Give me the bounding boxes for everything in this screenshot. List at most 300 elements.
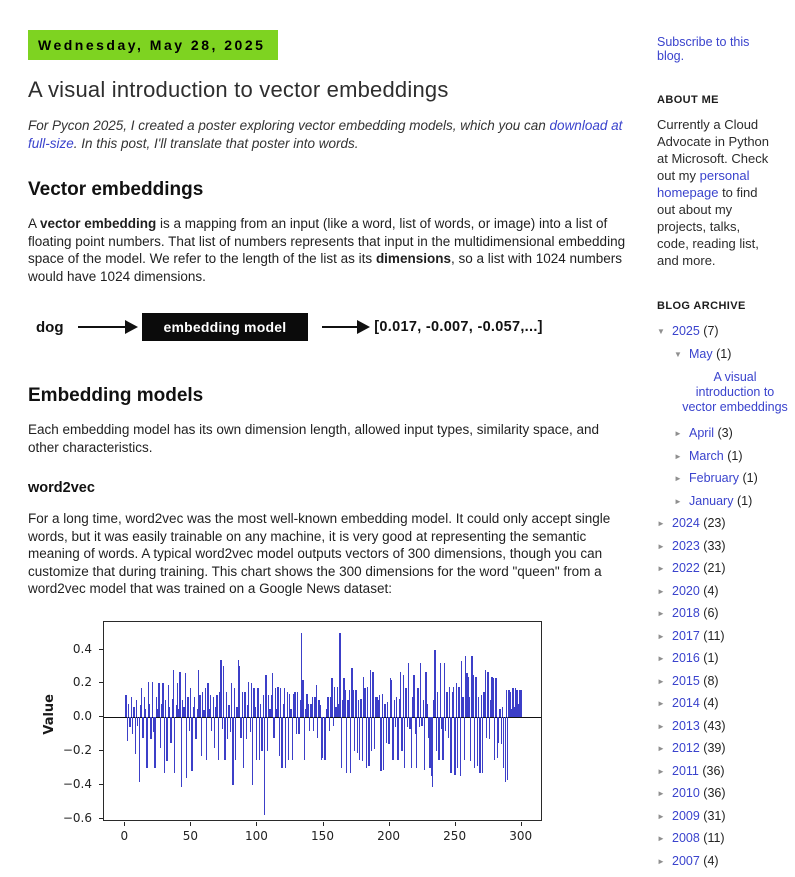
bold-term-vector-embedding: vector embedding — [40, 216, 157, 231]
expand-toggle-icon[interactable]: ► — [674, 496, 682, 506]
archive-post-count: (7) — [699, 324, 719, 338]
expand-toggle-icon[interactable]: ► — [657, 699, 665, 708]
blog-archive-heading: BLOG ARCHIVE — [657, 300, 746, 312]
chart-bar — [261, 717, 262, 751]
archive-year-2013 — [657, 720, 774, 733]
chart-bar — [317, 717, 318, 737]
chart-bar — [420, 663, 421, 717]
chart-y-tick-label: −0.4 — [62, 776, 92, 791]
chart-bar — [199, 695, 200, 717]
chart-bar — [292, 717, 293, 759]
archive-link-2020[interactable]: 2020 — [672, 583, 700, 598]
chart-bar — [227, 717, 228, 739]
archive-year-2011 — [657, 765, 774, 778]
archive-post-count: (39) — [699, 741, 726, 755]
chart-bar — [162, 683, 163, 717]
chart-bar — [152, 682, 153, 718]
chart-bar — [487, 672, 488, 718]
chart-x-tick-mark — [124, 822, 125, 826]
chart-bar — [434, 650, 435, 718]
chart-bar — [501, 717, 502, 744]
chart-x-tick-mark — [323, 822, 324, 826]
chart-x-tick-mark — [389, 822, 390, 826]
chart-bar — [251, 683, 252, 717]
chart-bar — [235, 717, 236, 759]
archive-post-count: (36) — [698, 763, 725, 778]
chart-bar — [364, 688, 365, 717]
archive-year-2023 — [657, 540, 774, 553]
chart-bar — [135, 717, 136, 754]
archive-link-2024[interactable]: 2024 — [672, 516, 700, 530]
chart-bar — [350, 717, 351, 773]
archive-post-count: (11) — [699, 831, 725, 845]
chart-bar — [345, 690, 346, 717]
chart-bar — [195, 717, 196, 739]
chart-bar — [462, 697, 463, 717]
chart-bar — [395, 717, 396, 727]
archive-post-count: (8) — [699, 673, 719, 688]
archive-link-2007[interactable]: 2007 — [672, 853, 700, 868]
chart-bar — [349, 690, 350, 717]
chart-y-tick-mark — [99, 682, 103, 683]
chart-bar — [284, 688, 285, 717]
chart-bar — [479, 717, 480, 773]
chart-bar — [374, 717, 375, 749]
right-arrow-icon — [322, 326, 358, 328]
chart-bar — [454, 717, 455, 775]
chart-bar — [353, 690, 354, 717]
archive-link-2016[interactable]: 2016 — [672, 651, 700, 665]
chart-bar — [243, 717, 244, 768]
chart-y-tick-mark — [99, 716, 103, 717]
chart-bar — [498, 717, 499, 742]
chart-bar — [201, 717, 202, 756]
chart-bar — [362, 717, 363, 761]
chart-bar — [279, 717, 280, 756]
chart-bar — [164, 717, 165, 773]
archive-post-count: (31) — [699, 808, 726, 823]
expand-toggle-icon[interactable]: ► — [657, 541, 665, 551]
bold-term-dimensions: dimensions — [375, 251, 451, 266]
chart-bar — [214, 717, 215, 747]
chart-bar — [150, 717, 151, 739]
chart-x-tick-mark — [256, 822, 257, 826]
intro-text: For Pycon 2025, I created a poster exploring vector embedding models, which you can — [28, 118, 550, 133]
chart-bar — [507, 717, 508, 780]
chart-bar — [185, 673, 186, 717]
archive-year-2014 — [657, 697, 774, 710]
archive-link-2012[interactable]: 2012 — [672, 741, 700, 755]
archive-link-2017[interactable]: 2017 — [672, 628, 700, 643]
chart-bar — [308, 704, 309, 718]
archive-post-count: (6) — [699, 606, 719, 620]
word2vec-dimensions-chart — [30, 606, 575, 841]
about-text: Currently a Cloud Advocate in Python at Microsoft. Check out my — [657, 117, 770, 183]
chart-bar — [186, 717, 187, 778]
chart-bar — [453, 687, 454, 717]
archive-post-count: (23) — [699, 516, 726, 530]
chart-bar — [290, 709, 291, 717]
paragraph-text: is a mapping from an input (like a word, list of words, or image) into a list of floating point numbers. That list of numbers represents that input in the multidimensional embedding space of the model. We refer to the length of the list as its — [28, 216, 626, 266]
archive-post-count: (1) — [723, 448, 743, 463]
archive-link-2014[interactable]: 2014 — [672, 696, 700, 710]
expand-toggle-icon[interactable]: ► — [674, 451, 682, 461]
chart-plot-area — [103, 621, 542, 821]
archive-post-count: (4) — [699, 853, 719, 868]
expand-toggle-icon[interactable]: ► — [674, 474, 682, 483]
chart-bar — [493, 678, 494, 717]
chart-bar — [405, 688, 406, 717]
chart-bar — [165, 700, 166, 717]
chart-bar — [432, 717, 433, 786]
chart-bar — [149, 704, 150, 718]
chart-bar — [481, 695, 482, 717]
chart-bar — [494, 717, 495, 759]
chart-y-tick-label: −0.6 — [62, 810, 92, 825]
chart-bar — [359, 717, 360, 759]
chart-bar — [294, 692, 295, 717]
chart-bar — [464, 717, 465, 759]
chart-bar — [442, 717, 443, 759]
chart-bar — [380, 717, 381, 771]
archive-post-count: (36) — [699, 786, 726, 800]
post-title: A visual introduction to vector embeddings — [28, 77, 449, 102]
chart-bar — [181, 717, 182, 786]
chart-bar — [424, 717, 425, 769]
chart-bar — [408, 663, 409, 717]
expand-toggle-icon[interactable]: ► — [657, 744, 665, 753]
chart-bar — [473, 675, 474, 717]
archive-link-2008[interactable]: 2008 — [672, 831, 700, 845]
expand-toggle-icon[interactable]: ► — [657, 609, 665, 618]
chart-bar — [460, 717, 461, 776]
expand-toggle-icon[interactable]: ► — [657, 834, 665, 843]
chart-bar — [419, 717, 420, 727]
chart-bar — [495, 678, 496, 717]
chart-y-tick-mark — [99, 818, 103, 819]
embedding-diagram — [36, 313, 640, 341]
chart-bar — [391, 680, 392, 717]
chart-bar — [423, 700, 424, 717]
chart-bar — [210, 695, 211, 717]
chart-bar — [246, 717, 247, 739]
chart-bar — [396, 697, 397, 717]
chart-bar — [127, 717, 128, 741]
chart-bar — [470, 717, 471, 761]
chart-bar — [191, 717, 192, 771]
chart-bar — [368, 717, 369, 766]
chart-bar — [280, 688, 281, 717]
chart-bar — [298, 717, 299, 734]
chart-y-tick-mark — [99, 750, 103, 751]
chart-x-tick-label: 300 — [509, 828, 533, 843]
chart-bar — [499, 709, 500, 717]
download-poster-link[interactable]: download at full-size — [28, 118, 623, 151]
chart-bar — [231, 683, 232, 717]
chart-x-tick-label: 200 — [377, 828, 401, 843]
chart-bar — [383, 717, 384, 769]
chart-bar — [228, 705, 229, 717]
chart-bar — [259, 717, 260, 759]
chart-bar — [179, 672, 180, 718]
diagram-output-vector: [0.017, -0.007, -0.057,...] — [374, 319, 543, 335]
chart-bar — [252, 717, 253, 785]
collapse-toggle-icon[interactable]: ▼ — [674, 349, 682, 359]
chart-bar — [256, 717, 257, 759]
chart-bar — [379, 695, 380, 717]
archive-post-count: (21) — [699, 561, 726, 575]
chart-bar — [257, 688, 258, 717]
chart-y-tick-label: 0.0 — [72, 709, 92, 724]
chart-bar — [218, 717, 219, 759]
chart-bar — [174, 717, 175, 773]
chart-bar — [457, 717, 458, 768]
chart-bar — [128, 704, 129, 718]
chart-bar — [367, 687, 368, 717]
chart-bar — [158, 683, 159, 717]
chart-bar — [478, 697, 479, 717]
chart-bar — [400, 672, 401, 718]
chart-bar — [371, 717, 372, 751]
about-text-after: to find out about my projects, talks, code, reading list, and more. — [657, 185, 759, 268]
archive-post-count: (4) — [699, 583, 719, 598]
chart-bar — [141, 688, 142, 717]
archive-link-2009[interactable]: 2009 — [672, 808, 700, 823]
chart-bar — [139, 717, 140, 781]
chart-bar — [427, 704, 428, 718]
chart-bar — [446, 692, 447, 717]
chart-bar — [240, 717, 241, 737]
chart-bar — [450, 717, 451, 773]
chart-bar — [160, 717, 161, 747]
chart-bar — [437, 692, 438, 717]
expand-toggle-icon[interactable]: ► — [657, 676, 665, 686]
chart-bar — [244, 692, 245, 717]
chart-bar — [216, 695, 217, 717]
chart-bar — [445, 717, 446, 731]
chart-bar — [170, 717, 171, 742]
personal-homepage-link[interactable]: personal homepage — [657, 168, 750, 200]
chart-bar — [260, 704, 261, 718]
chart-bar — [384, 704, 385, 718]
archive-post-count: (4) — [699, 696, 719, 710]
chart-bar — [146, 717, 147, 768]
chart-y-axis-label: Value — [42, 693, 57, 735]
chart-bar — [287, 692, 288, 717]
chart-x-tick-label: 100 — [244, 828, 268, 843]
about-me-text — [657, 116, 774, 269]
chart-bar — [136, 700, 137, 717]
archive-link-2018[interactable]: 2018 — [672, 606, 700, 620]
chart-bar — [388, 717, 389, 744]
chart-bar — [125, 695, 126, 717]
chart-bar — [387, 702, 388, 717]
about-me-heading: ABOUT ME — [657, 94, 719, 106]
right-arrow-icon — [78, 326, 126, 328]
archive-post-link[interactable]: A visual introduction to vector embeddings — [682, 370, 788, 414]
chart-bar — [440, 663, 441, 717]
chart-bar — [189, 717, 190, 731]
embedding-models-paragraph: Each embedding model has its own dimension length, allowed input types, similarity space, and other characteristics. — [28, 422, 600, 455]
chart-bar — [475, 677, 476, 718]
chart-bar — [333, 717, 334, 725]
chart-bar — [302, 680, 303, 717]
chart-bar — [277, 687, 278, 717]
chart-bar — [190, 688, 191, 717]
archive-post-count: (11) — [699, 628, 725, 643]
chart-bar — [382, 694, 383, 718]
chart-bar — [288, 717, 289, 759]
subscribe-link[interactable]: Subscribe to this blog. — [657, 35, 750, 63]
chart-bar — [313, 717, 314, 731]
chart-bar — [404, 717, 405, 768]
chart-bar — [339, 633, 340, 718]
post-intro — [28, 117, 628, 152]
sidebar — [640, 0, 788, 877]
chart-bar — [458, 687, 459, 717]
chart-bar — [358, 700, 359, 717]
chart-bar — [485, 670, 486, 717]
archive-month-January — [657, 495, 774, 508]
chart-bar — [169, 707, 170, 717]
chart-bar — [506, 690, 507, 717]
archive-link-2025[interactable]: 2025 — [672, 324, 700, 338]
chart-bar — [296, 717, 297, 734]
archive-year-2020 — [657, 585, 774, 598]
chart-bar — [436, 717, 437, 751]
chart-bar — [417, 688, 418, 717]
chart-bar — [222, 717, 223, 729]
chart-bar — [489, 717, 490, 739]
chart-bar — [309, 717, 310, 731]
expand-toggle-icon[interactable]: ► — [657, 721, 665, 731]
archive-month-April — [657, 427, 774, 440]
archive-link-2023[interactable]: 2023 — [672, 538, 700, 553]
expand-toggle-icon[interactable]: ► — [657, 519, 665, 528]
chart-bar — [482, 717, 483, 773]
vector-embeddings-paragraph — [28, 215, 628, 285]
archive-link-March[interactable]: March — [689, 448, 724, 463]
chart-bar — [272, 673, 273, 717]
archive-link-May[interactable]: May — [689, 346, 713, 361]
chart-bar — [142, 717, 143, 737]
diagram-input-word: dog — [36, 318, 64, 336]
chart-bar — [421, 717, 422, 725]
chart-bar — [438, 717, 439, 759]
chart-bar — [397, 717, 398, 759]
diagram-model-box: embedding model — [142, 313, 309, 341]
chart-bar — [355, 690, 356, 717]
chart-bar — [239, 666, 240, 717]
chart-bar — [129, 717, 130, 727]
chart-bar — [206, 717, 207, 759]
chart-x-tick-label: 0 — [120, 828, 129, 843]
chart-bar — [265, 675, 266, 717]
archive-link-January[interactable]: January — [689, 493, 734, 508]
archive-post-count: (3) — [714, 426, 733, 440]
expand-toggle-icon[interactable]: ► — [657, 654, 665, 663]
archive-year-2024 — [657, 517, 774, 530]
chart-bar — [316, 685, 317, 717]
chart-bar — [502, 707, 503, 717]
chart-bar — [486, 717, 487, 737]
chart-bar — [329, 717, 330, 731]
expand-toggle-icon[interactable]: ► — [657, 586, 665, 596]
chart-bar — [145, 709, 146, 717]
archive-year-2012 — [657, 742, 774, 755]
chart-bar — [366, 717, 367, 768]
expand-toggle-icon[interactable]: ► — [657, 766, 665, 776]
chart-bar — [248, 682, 249, 718]
chart-x-tick-label: 50 — [182, 828, 198, 843]
chart-bar — [401, 717, 402, 751]
archive-year-2016 — [657, 652, 774, 665]
chart-bar — [416, 717, 417, 768]
chart-bar — [370, 670, 371, 717]
expand-toggle-icon[interactable]: ► — [657, 631, 665, 641]
archive-year-2010 — [657, 787, 774, 800]
chart-bar — [448, 717, 449, 737]
chart-bar — [304, 717, 305, 759]
chart-bar — [469, 697, 470, 717]
chart-x-tick-label: 150 — [311, 828, 334, 843]
expand-toggle-icon[interactable]: ► — [657, 789, 665, 798]
archive-post-count: (33) — [699, 538, 726, 553]
chart-bar — [131, 697, 132, 717]
chart-bar — [312, 697, 313, 717]
archive-link-2011[interactable]: 2011 — [672, 763, 699, 778]
chart-bar — [281, 717, 282, 768]
chart-bar — [223, 666, 224, 717]
chart-y-tick-mark — [99, 784, 103, 785]
archive-link-2013[interactable]: 2013 — [672, 718, 700, 733]
chart-bar — [194, 697, 195, 717]
chart-bar — [211, 717, 212, 731]
chart-bar — [360, 699, 361, 718]
archive-link-2010[interactable]: 2010 — [672, 786, 700, 800]
archive-link-April[interactable]: April — [689, 426, 715, 440]
chart-bar — [477, 717, 478, 766]
chart-bar — [255, 707, 256, 717]
expand-toggle-icon[interactable]: ► — [657, 811, 665, 821]
archive-year-2015 — [657, 675, 774, 688]
chart-bar — [449, 687, 450, 717]
archive-year-2017 — [657, 630, 774, 643]
chart-bar — [232, 717, 233, 785]
chart-bar — [173, 670, 174, 717]
post-date-header: Wednesday, May 28, 2025 — [28, 30, 278, 60]
archive-year-2022 — [657, 562, 774, 575]
archive-link-February[interactable]: February — [689, 471, 740, 485]
chart-bar — [133, 707, 134, 717]
chart-bar — [285, 717, 286, 768]
chart-bar — [354, 717, 355, 751]
collapse-toggle-icon[interactable]: ▼ — [657, 327, 665, 336]
expand-toggle-icon[interactable]: ► — [657, 564, 665, 573]
chart-bar — [263, 695, 264, 717]
archive-link-2022[interactable]: 2022 — [672, 561, 700, 575]
archive-link-2015[interactable]: 2015 — [672, 673, 700, 688]
expand-toggle-icon[interactable]: ► — [674, 429, 682, 438]
chart-bar — [226, 692, 227, 717]
chart-y-tick-label: 0.4 — [72, 641, 92, 656]
expand-toggle-icon[interactable]: ► — [657, 856, 665, 866]
chart-bar — [213, 697, 214, 717]
chart-bar — [386, 717, 387, 742]
chart-bar — [413, 675, 414, 717]
archive-post-count: (1) — [739, 471, 758, 485]
chart-bar — [234, 688, 235, 717]
